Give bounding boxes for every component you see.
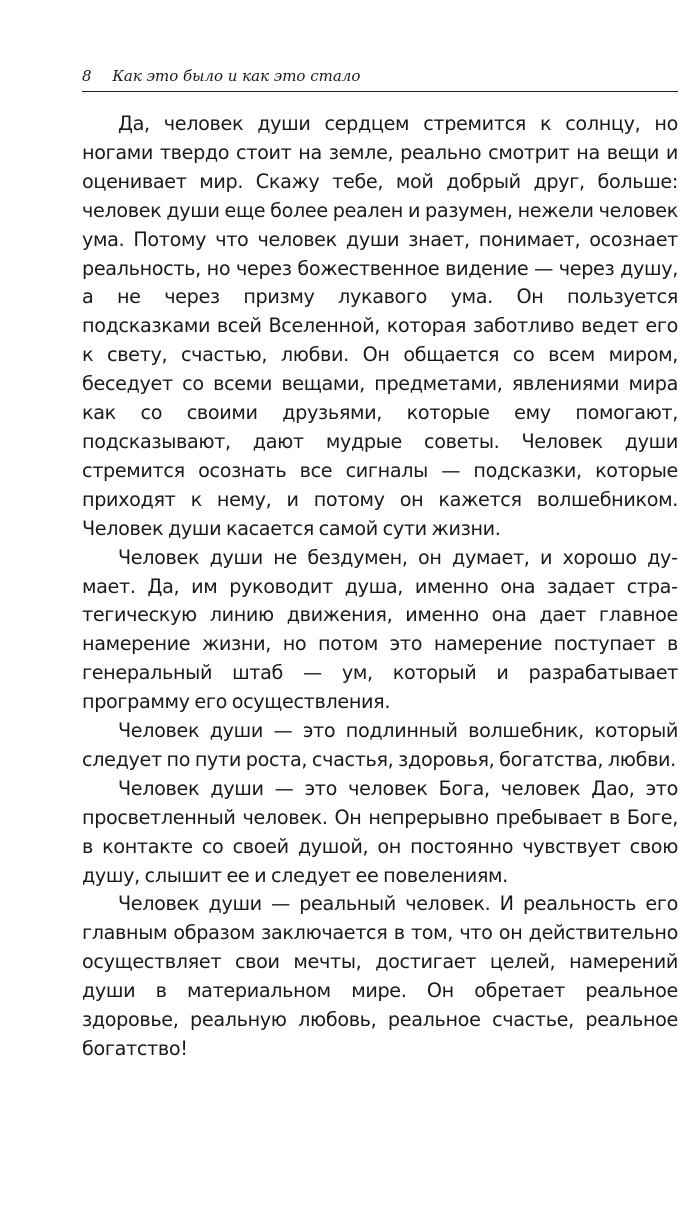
page-number: 8 bbox=[82, 67, 92, 85]
paragraph-3: Человек души — это подлинный волшебник, который следует по пути роста, счастья, здоровья, богатства, любви. bbox=[82, 719, 678, 771]
text-body bbox=[82, 110, 678, 1064]
paragraph-1: Да, человек души сердцем стремится к солнцу, но ногами твердо стоит на земле, реально смотрит на вещи и оценивает мир. Скажу тебе, мой добрый друг, больше: человек души еще более реален и разумен, нежели человек ума. Потому что человек души знает, понимает, осознает реальность, но через божественное видение — через душу, а не через призму лукавого ума. Он пользуется подсказками всей Вселенной, которая заботливо ведет его к свету, счастью, любви. Он общается со всем миром, беседует со всеми вещами, предметами, явлениями мира как со своими друзьями, которые ему помогают, подсказывают, дают мудрые советы. Человек души стремится осознать все сигналы — подсказки, которые приходят к нему, и потому он кажется волшебником. Человек души касается самой сути жизни. bbox=[82, 112, 678, 540]
paragraph-2: Человек души не бездумен, он думает, и хорошо думает. Да, им руководит душа, именно она задает стратегическую линию движения, именно она дает главное намерение жизни, но потом это намерение поступает в генеральный штаб — ум, который и разрабатывает программу его осуществления. bbox=[82, 545, 678, 714]
paragraph-5: Человек души — реальный человек. И реальность его главным образом заключается в том, что он действительно осуществляет свои мечты, достигает целей, намерений души в материальном мире. Он обретает реальное здоровье, реальную любовь, реальное счастье, реальное богатство! bbox=[82, 892, 678, 1060]
running-head bbox=[82, 66, 678, 92]
paragraph-4: Человек души — это человек Бога, человек Дао, это просветленный человек. Он непрерывно пребывает в Боге, в контакте со своей душой, он постоянно чувствует свою душу, слышит ее и следует ее повелениям. bbox=[82, 776, 678, 887]
book-title: Как это было и как это стало bbox=[112, 67, 361, 85]
